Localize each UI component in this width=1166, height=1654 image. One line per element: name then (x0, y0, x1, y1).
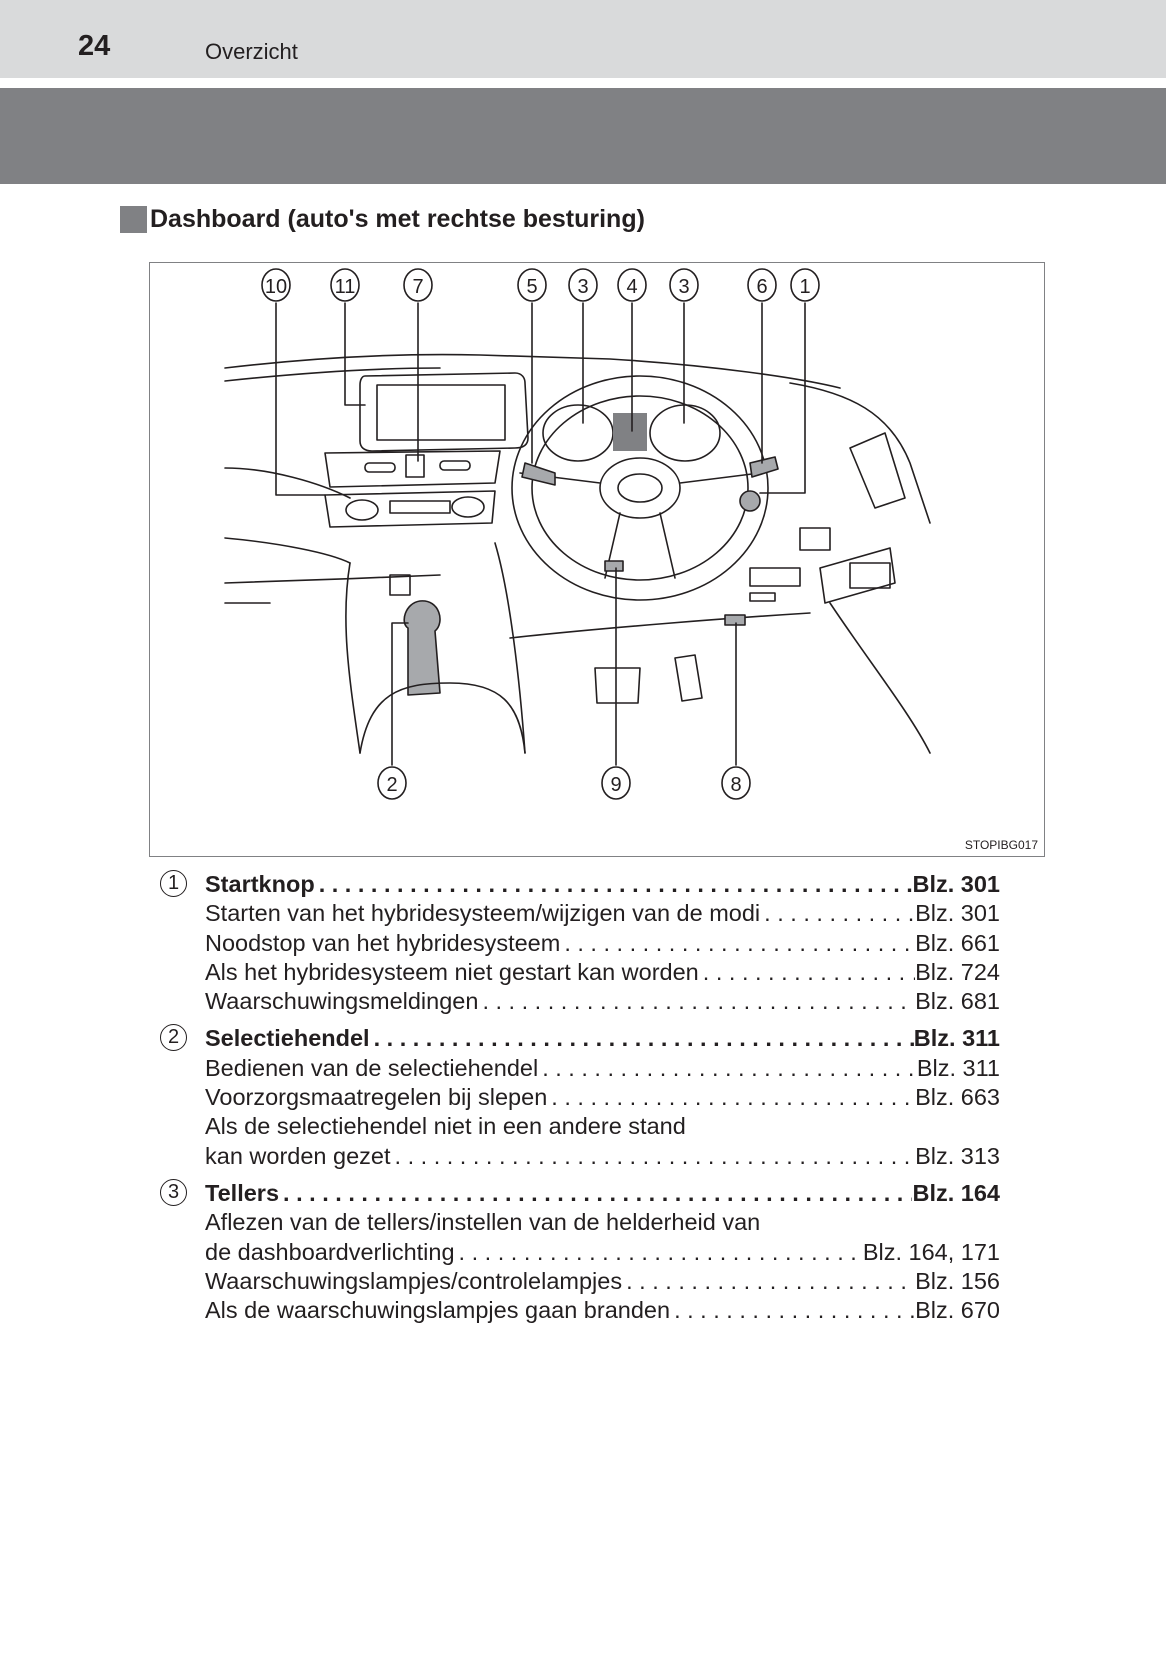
callout-2 (378, 767, 406, 799)
sub-row (205, 1054, 1000, 1083)
sub-row (205, 1267, 1000, 1296)
sub-label: Aflezen van de tellers/instellen van de helderheid van (205, 1209, 761, 1236)
sub-label: Voorzorgsmaatregelen bij slepen (205, 1084, 548, 1111)
sub-label: kan worden gezet (205, 1142, 391, 1169)
item-title-row (205, 1179, 1000, 1208)
header-bar (0, 0, 1166, 78)
sub-label: Noodstop van het hybridesysteem (205, 929, 561, 956)
svg-text:4: 4 (626, 276, 638, 298)
leader-dots (547, 1083, 915, 1112)
callout-8 (722, 767, 750, 799)
sub-label: Als de waarschuwingslampjes gaan branden (205, 1297, 671, 1324)
list-item (160, 1179, 1000, 1325)
svg-text:11: 11 (334, 276, 356, 298)
item-title: Selectiehendel (205, 1025, 370, 1052)
svg-text:6: 6 (756, 276, 768, 298)
item-number: 2 (160, 1024, 187, 1051)
sub-row (205, 929, 1000, 958)
section-heading (120, 204, 645, 234)
page-ref[interactable]: Blz. 164, 171 (862, 1238, 1000, 1265)
list-item (160, 870, 1000, 1016)
page-ref[interactable]: Blz. 301 (912, 871, 1000, 897)
section-name: Overzicht (205, 39, 298, 64)
svg-text:7: 7 (412, 276, 424, 298)
sub-row (205, 899, 1000, 928)
item-list (160, 870, 1000, 1333)
page-ref[interactable]: Blz. 670 (915, 1297, 1000, 1324)
sub-row-continued (205, 1112, 1000, 1141)
leader-dots (699, 958, 915, 987)
sub-label: de dashboardverlichting (205, 1238, 455, 1265)
leader-dots (538, 1054, 917, 1083)
callout-9 (602, 767, 630, 799)
item-title: Tellers (205, 1179, 280, 1206)
callout-3a (569, 269, 597, 301)
svg-text:8: 8 (730, 774, 742, 796)
sub-label: Als het hybridesysteem niet gestart kan worden (205, 958, 699, 985)
page-ref[interactable]: Blz. 661 (915, 929, 1000, 956)
item-number: 1 (160, 870, 187, 897)
svg-text:2: 2 (386, 774, 398, 796)
callout-4 (618, 269, 646, 301)
leader-dots (670, 1296, 915, 1325)
leader-dots (279, 1179, 912, 1208)
page-number: 24 (78, 30, 111, 62)
sub-label: Waarschuwingslampjes/controlelampjes (205, 1267, 623, 1294)
sub-row (205, 1083, 1000, 1112)
leader-dots (760, 899, 915, 928)
sub-row (205, 1142, 1000, 1171)
page-ref[interactable]: Blz. 164 (912, 1179, 1000, 1206)
header-band (0, 88, 1166, 184)
sub-row (205, 958, 1000, 987)
page-ref[interactable]: Blz. 311 (916, 1054, 1000, 1081)
page-ref[interactable]: Blz. 301 (915, 900, 1000, 927)
callout-numbers (150, 263, 1046, 858)
page-ref[interactable]: Blz. 681 (915, 988, 1000, 1015)
callout-7 (404, 269, 432, 301)
svg-text:10: 10 (264, 276, 288, 298)
svg-text:5: 5 (526, 276, 538, 298)
list-item (160, 1024, 1000, 1170)
leader-dots (478, 987, 915, 1016)
page-ref[interactable]: Blz. 313 (915, 1142, 1000, 1169)
sub-label: Starten van het hybridesysteem/wijzigen van de modi (205, 900, 761, 927)
item-number: 3 (160, 1179, 187, 1206)
leader-dots (622, 1267, 915, 1296)
sub-row (205, 1296, 1000, 1325)
item-title: Startknop (205, 871, 315, 897)
figure-code: STOPIBG017 (964, 838, 1038, 852)
leader-dots (315, 870, 913, 899)
leader-dots (370, 1024, 914, 1053)
dashboard-figure (149, 262, 1045, 857)
svg-text:9: 9 (610, 774, 622, 796)
sub-label: Bedienen van de selectiehendel (205, 1054, 539, 1081)
sub-row (205, 987, 1000, 1016)
sub-row-continued (205, 1208, 1000, 1237)
leader-dots (560, 929, 915, 958)
heading-square-icon (120, 206, 147, 233)
page-ref[interactable]: Blz. 156 (915, 1267, 1000, 1294)
leader-dots (455, 1238, 863, 1267)
leader-dots (391, 1142, 916, 1171)
svg-text:3: 3 (678, 276, 690, 298)
callout-6 (748, 269, 776, 301)
callout-5 (518, 269, 546, 301)
svg-text:3: 3 (577, 276, 589, 298)
callout-3b (670, 269, 698, 301)
page-ref[interactable]: Blz. 663 (915, 1084, 1000, 1111)
item-title-row (205, 1024, 1000, 1053)
sub-label: Als de selectiehendel niet in een andere stand (205, 1113, 686, 1140)
callout-10 (262, 269, 290, 301)
item-title-row (205, 870, 1000, 899)
sub-label: Waarschuwingsmeldingen (205, 988, 479, 1015)
callout-1 (791, 269, 819, 301)
svg-text:1: 1 (799, 276, 811, 298)
heading-text: Dashboard (auto's met rechtse besturing) (150, 204, 645, 233)
callout-11 (331, 269, 359, 301)
sub-row (205, 1238, 1000, 1267)
page-ref[interactable]: Blz. 311 (913, 1025, 1000, 1052)
page-ref[interactable]: Blz. 724 (915, 958, 1000, 985)
